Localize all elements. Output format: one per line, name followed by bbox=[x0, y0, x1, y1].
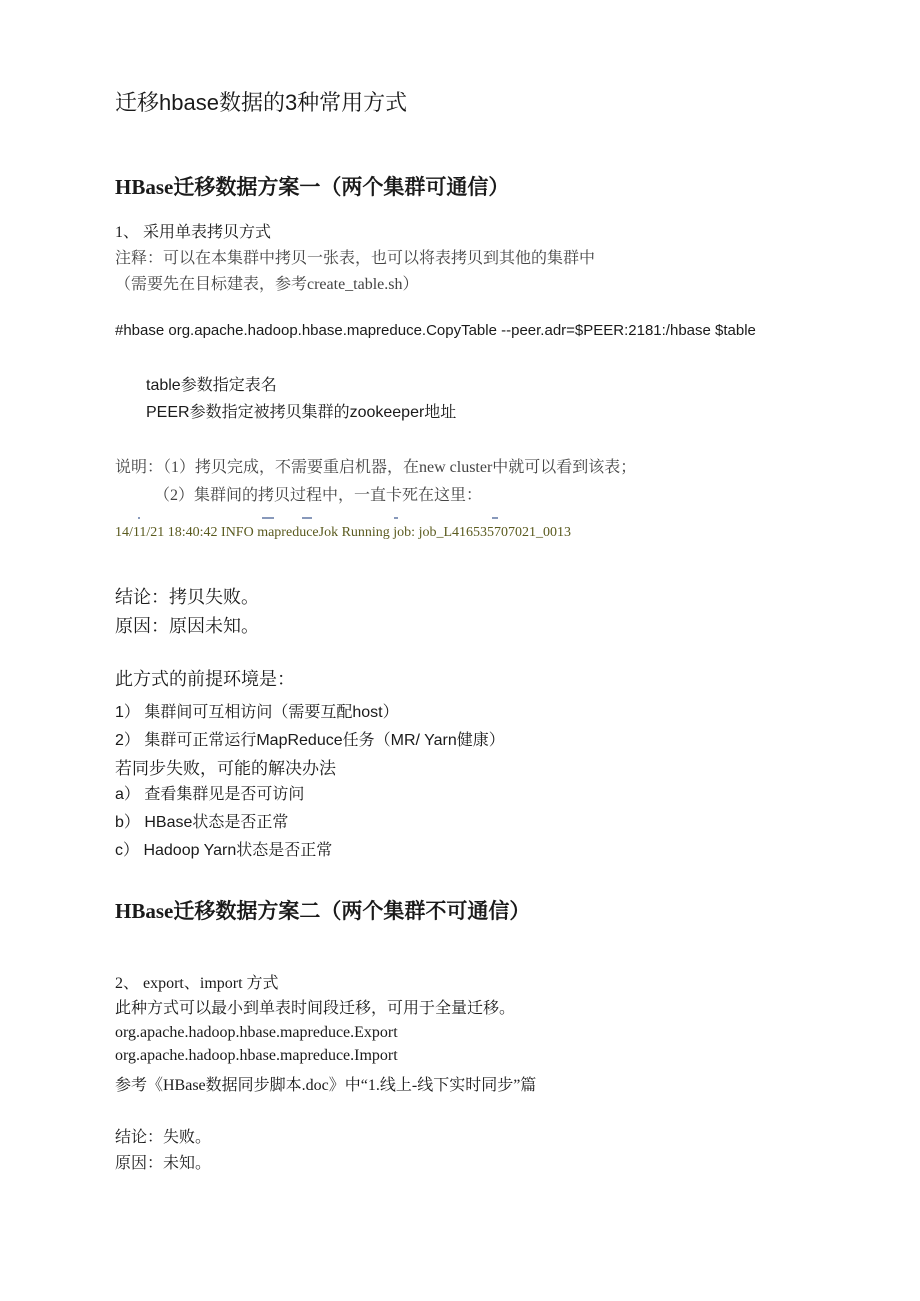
section-one-note-line2: （需要先在目标建表，参考create_table.sh） bbox=[115, 276, 419, 293]
fix-item-a: a） 查看集群见是否可访问 bbox=[115, 786, 305, 803]
param-table: table参数指定表名 bbox=[146, 377, 277, 394]
section-two-item-title: 2、 export、import 方式 bbox=[115, 975, 279, 992]
section-one-conclusion: 结论：拷贝失败。 bbox=[115, 587, 259, 607]
log-line: 14/11/21 18:40:42 INFO mapreduceJok Running job: job_L416535707021_0013 bbox=[115, 525, 572, 540]
fix-item-c: c） Hadoop Yarn状态是否正常 bbox=[115, 842, 333, 859]
prereq-item-1: 1） 集群间可互相访问（需要互配host） bbox=[115, 704, 399, 721]
section-two-desc: 此种方式可以最小到单表时间段迁移，可用于全量迁移。 bbox=[115, 1000, 516, 1017]
section-one-note-line1: 注释：可以在本集群中拷贝一张表，也可以将表拷贝到其他的集群中 bbox=[115, 250, 596, 267]
section-one-reason: 原因：原因未知。 bbox=[115, 616, 259, 636]
fix-item-b: b） HBase状态是否正常 bbox=[115, 814, 289, 831]
reference-line: 参考《HBase数据同步脚本.doc》中“1.线上-线下实时同步”篇 bbox=[115, 1077, 537, 1094]
screenshot-crop-artifact bbox=[262, 517, 274, 519]
screenshot-crop-artifact bbox=[138, 517, 140, 519]
import-class: org.apache.hadoop.hbase.mapreduce.Import bbox=[115, 1047, 398, 1064]
section-one-item-title: 1、 采用单表拷贝方式 bbox=[115, 224, 272, 241]
param-peer: PEER参数指定被拷贝集群的zookeeper地址 bbox=[146, 404, 457, 421]
screenshot-crop-artifact bbox=[394, 517, 398, 519]
document-title: 迁移hbase数据的3种常用方式 bbox=[115, 90, 408, 115]
explain-line2: （2）集群间的拷贝过程中，一直卡死在这里： bbox=[154, 487, 483, 504]
prereq-item-2: 2） 集群可正常运行MapReduce任务（MR/ Yarn健康） bbox=[115, 732, 505, 749]
explain-line1: 说明：（1）拷贝完成，不需要重启机器，在new cluster中就可以看到该表； bbox=[115, 459, 637, 476]
section-one-heading: HBase迁移数据方案一（两个集群可通信） bbox=[115, 175, 510, 199]
screenshot-crop-artifact bbox=[492, 517, 498, 519]
export-class: org.apache.hadoop.hbase.mapreduce.Export bbox=[115, 1024, 398, 1041]
section-two-conclusion: 结论：失败。 bbox=[115, 1129, 212, 1146]
screenshot-crop-artifact bbox=[302, 517, 312, 519]
fail-solutions-title: 若同步失败，可能的解决办法 bbox=[115, 759, 336, 778]
section-two-reason: 原因：未知。 bbox=[115, 1155, 212, 1172]
prereq-title: 此方式的前提环境是： bbox=[115, 669, 295, 689]
section-two-heading: HBase迁移数据方案二（两个集群不可通信） bbox=[115, 899, 531, 923]
copytable-command: #hbase org.apache.hadoop.hbase.mapreduce.CopyTable --peer.adr=$PEER:2181:/hbase $table bbox=[115, 322, 756, 339]
